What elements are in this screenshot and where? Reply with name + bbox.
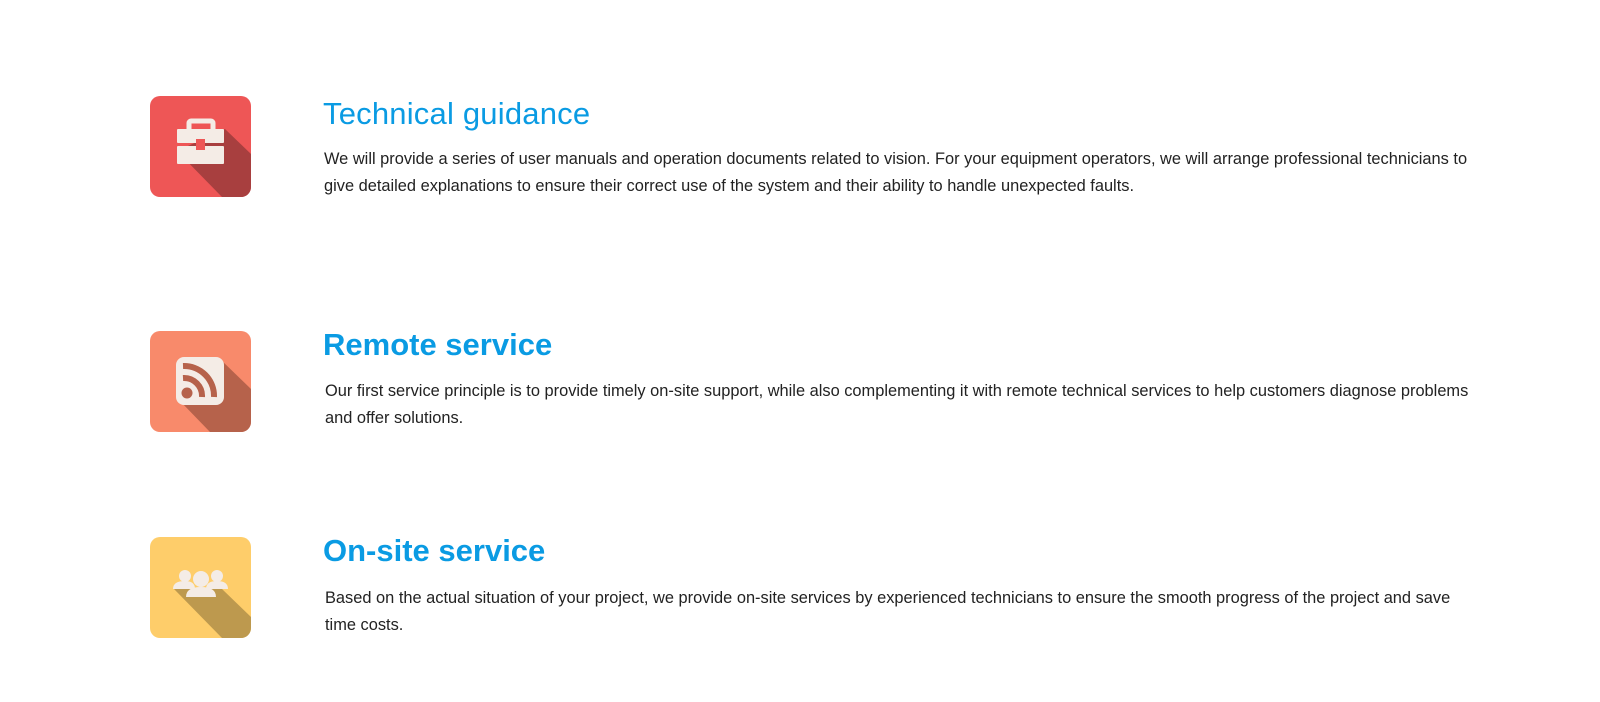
service-description: Based on the actual situation of your project, we provide on-site services by experienced technicians to ensure the smooth progress of the project and save time costs. <box>325 589 1451 634</box>
service-description: We will provide a series of user manuals and operation documents related to vision. For your equipment operators, we will arrange professional technicians to give detailed explanations to ensure their correct use of the system and their ability to handle unexpected faults. <box>324 150 1468 195</box>
rss-feed-icon <box>150 331 251 432</box>
service-title: Remote service <box>323 327 553 362</box>
service-title: On-site service <box>323 533 546 568</box>
user-group-icon <box>150 537 251 638</box>
toolbox-icon <box>150 96 251 197</box>
service-description: Our first service principle is to provide timely on-site support, while also complementing it with remote technical services to help customers diagnose problems and offer solutions. <box>325 382 1469 427</box>
service-title: Technical guidance <box>323 96 591 131</box>
